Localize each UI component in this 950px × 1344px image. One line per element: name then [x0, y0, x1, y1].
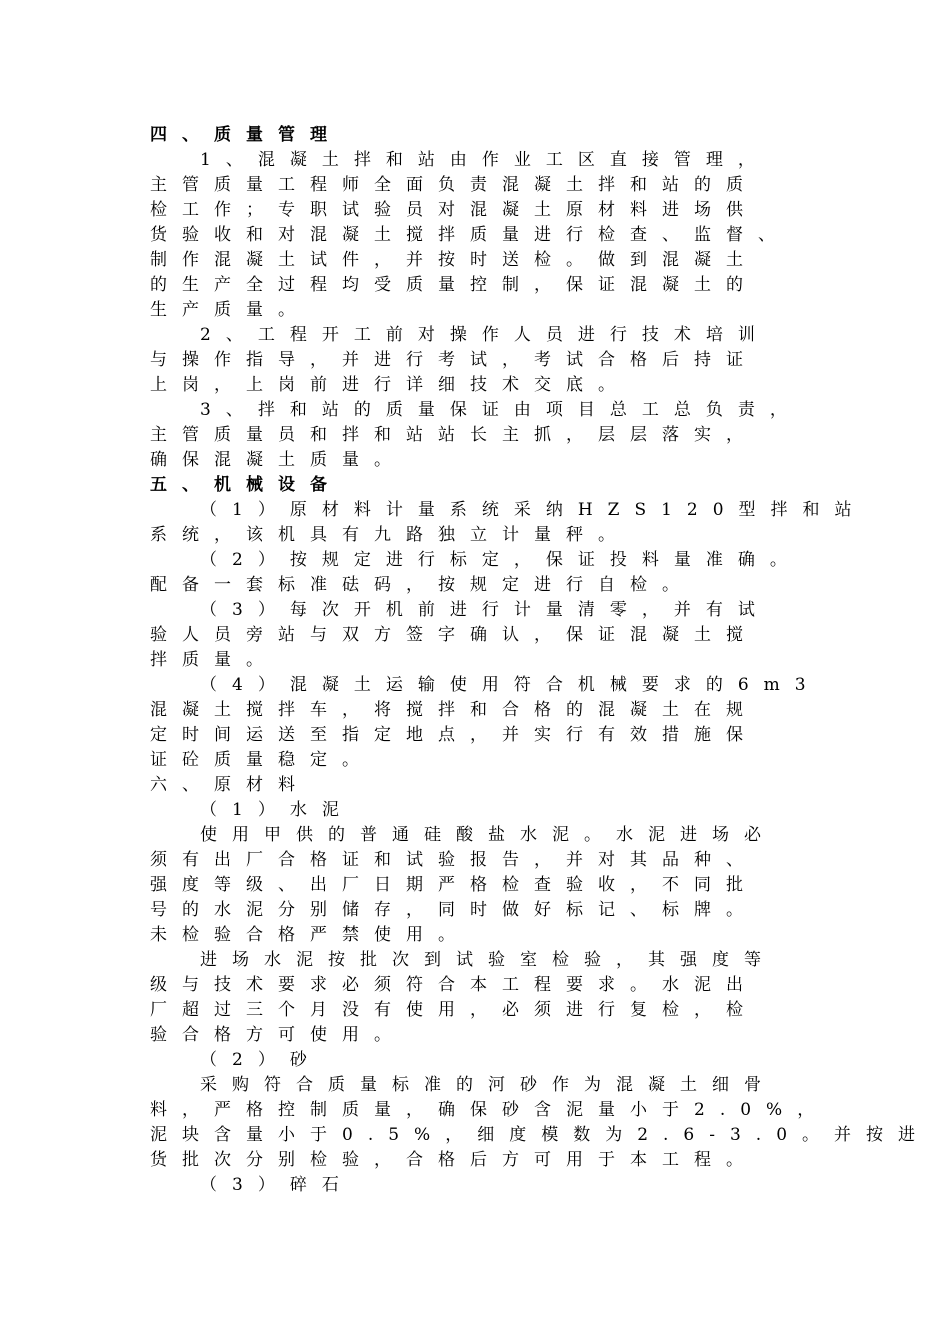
- text-line: （1）原材料计量系统采纳HZS120型拌和站: [200, 500, 867, 520]
- text-line: 主管质量工程师全面负责混凝土拌和站的质: [150, 175, 758, 195]
- text-line: 号的水泥分别储存，同时做好标记、标牌。: [150, 900, 758, 920]
- section-heading: 四、质量管理: [150, 125, 342, 145]
- text-line: 混凝土搅拌车，将搅拌和合格的混凝土在规: [150, 700, 758, 720]
- text-line: 系统，该机具有九路独立计量秤。: [150, 525, 630, 545]
- text-line: 主管质量员和拌和站站长主抓，层层落实，: [150, 425, 758, 445]
- text-line: （3）碎石: [200, 1175, 354, 1195]
- text-line: 强度等级、出厂日期严格检查验收，不同批: [150, 875, 758, 895]
- text-line: 六、原材料: [150, 775, 310, 795]
- text-line: 配备一套标准砝码，按规定进行自检。: [150, 575, 694, 595]
- text-line: 1、混凝土拌和站由作业工区直接管理，: [200, 150, 770, 170]
- text-line: 生产质量。: [150, 300, 310, 320]
- text-line: 货批次分别检验，合格后方可用于本工程。: [150, 1150, 758, 1170]
- text-line: 厂超过三个月没有使用，必须进行复检，检: [150, 1000, 758, 1020]
- text-line: 与操作指导，并进行考试，考试合格后持证: [150, 350, 758, 370]
- text-line: 证砼质量稳定。: [150, 750, 374, 770]
- text-line: 检工作；专职试验员对混凝土原材料进场供: [150, 200, 758, 220]
- text-line: 的生产全过程均受质量控制，保证混凝土的: [150, 275, 758, 295]
- text-line: （1）水泥: [200, 800, 354, 820]
- text-line: 验合格方可使用。: [150, 1025, 406, 1045]
- text-line: （2）按规定进行标定，保证投料量准确。: [200, 550, 802, 570]
- text-line: 料，严格控制质量，确保砂含泥量小于2.0%，: [150, 1100, 830, 1120]
- text-line: 确保混凝土质量。: [150, 450, 406, 470]
- text-line: （3）每次开机前进行计量清零，并有试: [200, 600, 770, 620]
- text-line: 采购符合质量标准的河砂作为混凝土细骨: [200, 1075, 776, 1095]
- text-line: 拌质量。: [150, 650, 278, 670]
- text-line: 须有出厂合格证和试验报告，并对其品种、: [150, 850, 758, 870]
- text-line: 定时间运送至指定地点，并实行有效措施保: [150, 725, 758, 745]
- text-line: 3、拌和站的质量保证由项目总工总负责，: [200, 400, 802, 420]
- section-heading: 五、机械设备: [150, 475, 342, 495]
- text-line: （2）砂: [200, 1050, 322, 1070]
- text-line: 2、工程开工前对操作人员进行技术培训: [200, 325, 770, 345]
- text-line: 使用甲供的普通硅酸盐水泥。水泥进场必: [200, 825, 776, 845]
- text-line: 货验收和对混凝土搅拌质量进行检查、监督、: [150, 225, 790, 245]
- text-line: 级与技术要求必须符合本工程要求。水泥出: [150, 975, 758, 995]
- text-line: 进场水泥按批次到试验室检验，其强度等: [200, 950, 776, 970]
- text-line: 泥块含量小于0.5%，细度模数为2.6-3.0。并按进: [150, 1125, 931, 1145]
- text-line: （4）混凝土运输使用符合机械要求的6m3: [200, 675, 821, 695]
- text-line: 上岗，上岗前进行详细技术交底。: [150, 375, 630, 395]
- text-line: 未检验合格严禁使用。: [150, 925, 470, 945]
- text-line: 制作混凝土试件，并按时送检。做到混凝土: [150, 250, 758, 270]
- text-line: 验人员旁站与双方签字确认，保证混凝土搅: [150, 625, 758, 645]
